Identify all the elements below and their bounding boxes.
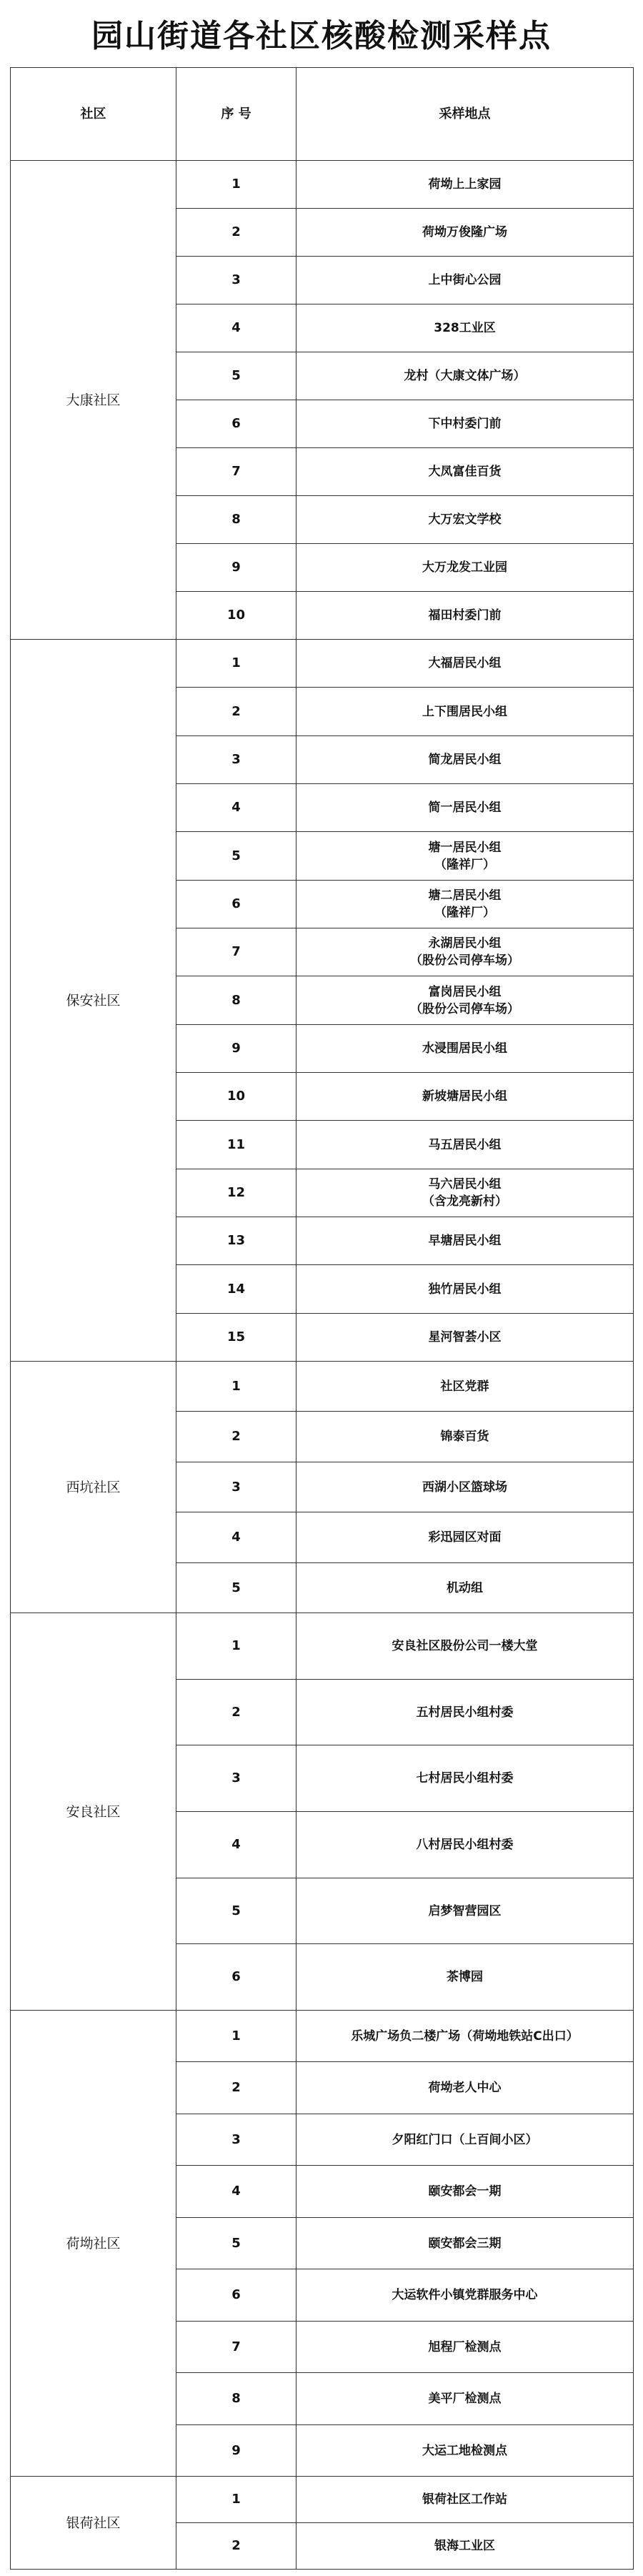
row-number: 13 — [176, 1217, 296, 1265]
sampling-site: 马五居民小组 — [296, 1120, 634, 1169]
community-cell: 安良社区 — [10, 1613, 176, 2011]
row-number: 6 — [176, 400, 296, 448]
sampling-site: 下中村委门前 — [296, 400, 634, 448]
sampling-site: 简龙居民小组 — [296, 735, 634, 784]
sampling-site: 五村居民小组村委 — [296, 1679, 634, 1745]
row-number: 10 — [176, 1072, 296, 1121]
row-number: 5 — [176, 1878, 296, 1944]
sampling-site: 富岗居民小组 （股份公司停车场） — [296, 976, 634, 1025]
sampling-site: 乐城广场负二楼广场（荷坳地铁站C出口） — [296, 2010, 634, 2062]
row-number: 11 — [176, 1120, 296, 1169]
row-number: 3 — [176, 256, 296, 304]
row-number: 8 — [176, 495, 296, 544]
sampling-site: 颐安都会三期 — [296, 2217, 634, 2269]
row-number: 14 — [176, 1264, 296, 1314]
sampling-site: 大万宏文学校 — [296, 495, 634, 544]
sampling-site: 简一居民小组 — [296, 783, 634, 832]
row-number: 15 — [176, 1313, 296, 1362]
row-number: 2 — [176, 687, 296, 736]
sampling-site: 328工业区 — [296, 304, 634, 352]
row-number: 2 — [176, 1679, 296, 1745]
sampling-site: 大万龙发工业园 — [296, 543, 634, 592]
sampling-site: 早塘居民小组 — [296, 1217, 634, 1265]
sampling-site: 荷坳万俊隆广场 — [296, 208, 634, 257]
row-number: 9 — [176, 543, 296, 592]
sampling-site: 永湖居民小组 （股份公司停车场） — [296, 928, 634, 976]
sampling-site: 西湖小区篮球场 — [296, 1462, 634, 1512]
community-cell: 荷坳社区 — [10, 2010, 176, 2477]
row-number: 7 — [176, 447, 296, 496]
sampling-site: 美平厂检测点 — [296, 2372, 634, 2425]
row-number: 1 — [176, 1361, 296, 1412]
row-number: 6 — [176, 2269, 296, 2322]
community-cell: 保安社区 — [10, 639, 176, 1362]
row-number: 7 — [176, 928, 296, 976]
sampling-site: 社区党群 — [296, 1361, 634, 1412]
row-number: 1 — [176, 639, 296, 688]
row-number: 1 — [176, 160, 296, 209]
sampling-site: 七村居民小组村委 — [296, 1745, 634, 1812]
row-number: 6 — [176, 1943, 296, 2011]
row-number: 2 — [176, 2522, 296, 2570]
sampling-site: 彩迅园区对面 — [296, 1512, 634, 1563]
row-number: 1 — [176, 1613, 296, 1680]
row-number: 3 — [176, 735, 296, 784]
row-number: 10 — [176, 591, 296, 640]
row-number: 9 — [176, 1024, 296, 1073]
row-number: 5 — [176, 2217, 296, 2269]
sampling-site: 塘二居民小组 （隆祥厂） — [296, 880, 634, 928]
row-number: 3 — [176, 1462, 296, 1512]
row-number: 12 — [176, 1169, 296, 1217]
sampling-site: 荷坳老人中心 — [296, 2061, 634, 2114]
row-number: 7 — [176, 2321, 296, 2373]
sampling-site: 独竹居民小组 — [296, 1264, 634, 1314]
row-number: 9 — [176, 2424, 296, 2477]
row-number: 5 — [176, 352, 296, 400]
sampling-sites-table — [10, 67, 633, 2569]
row-number: 8 — [176, 976, 296, 1025]
row-number: 2 — [176, 1411, 296, 1462]
sampling-site: 上下围居民小组 — [296, 687, 634, 736]
header-seq: 序 号 — [176, 67, 296, 161]
page-title: 园山街道各社区核酸检测采样点 — [91, 18, 552, 54]
sampling-site: 马六居民小组 （含龙亮新村） — [296, 1169, 634, 1217]
sampling-site: 茶博园 — [296, 1943, 634, 2011]
sampling-site: 水浸围居民小组 — [296, 1024, 634, 1073]
sampling-site: 颐安都会一期 — [296, 2165, 634, 2218]
sampling-site: 上中街心公园 — [296, 256, 634, 304]
row-number: 1 — [176, 2476, 296, 2523]
header-community: 社区 — [10, 67, 176, 161]
sampling-site: 龙村（大康文体广场） — [296, 352, 634, 400]
sampling-site: 银海工业区 — [296, 2522, 634, 2570]
community-cell: 西坑社区 — [10, 1361, 176, 1613]
sampling-site: 八村居民小组村委 — [296, 1811, 634, 1878]
sampling-site: 塘一居民小组 （隆祥厂） — [296, 831, 634, 881]
sampling-site: 大凤富佳百货 — [296, 447, 634, 496]
row-number: 4 — [176, 1512, 296, 1563]
sampling-site: 星河智荟小区 — [296, 1313, 634, 1362]
row-number: 3 — [176, 2114, 296, 2166]
sampling-site: 荷坳上上家园 — [296, 160, 634, 209]
sampling-site: 新坡塘居民小组 — [296, 1072, 634, 1121]
row-number: 4 — [176, 2165, 296, 2218]
community-cell: 大康社区 — [10, 160, 176, 640]
community-cell: 银荷社区 — [10, 2476, 176, 2570]
row-number: 6 — [176, 880, 296, 928]
row-number: 5 — [176, 1562, 296, 1613]
sampling-site: 机动组 — [296, 1562, 634, 1613]
row-number: 8 — [176, 2372, 296, 2425]
sampling-site: 启梦智营园区 — [296, 1878, 634, 1944]
sampling-site: 夕阳红门口（上百间小区） — [296, 2114, 634, 2166]
sampling-site: 安良社区股份公司一楼大堂 — [296, 1613, 634, 1680]
sampling-site: 锦泰百货 — [296, 1411, 634, 1462]
sampling-site: 福田村委门前 — [296, 591, 634, 640]
row-number: 5 — [176, 831, 296, 881]
sampling-site: 大运工地检测点 — [296, 2424, 634, 2477]
row-number: 2 — [176, 2061, 296, 2114]
row-number: 4 — [176, 783, 296, 832]
sampling-site: 银荷社区工作站 — [296, 2476, 634, 2523]
sampling-site: 大福居民小组 — [296, 639, 634, 688]
row-number: 2 — [176, 208, 296, 257]
row-number: 4 — [176, 304, 296, 352]
row-number: 1 — [176, 2010, 296, 2062]
sampling-site: 大运软件小镇党群服务中心 — [296, 2269, 634, 2322]
sampling-site: 旭程厂检测点 — [296, 2321, 634, 2373]
header-site: 采样地点 — [296, 67, 634, 161]
row-number: 3 — [176, 1745, 296, 1812]
row-number: 4 — [176, 1811, 296, 1878]
